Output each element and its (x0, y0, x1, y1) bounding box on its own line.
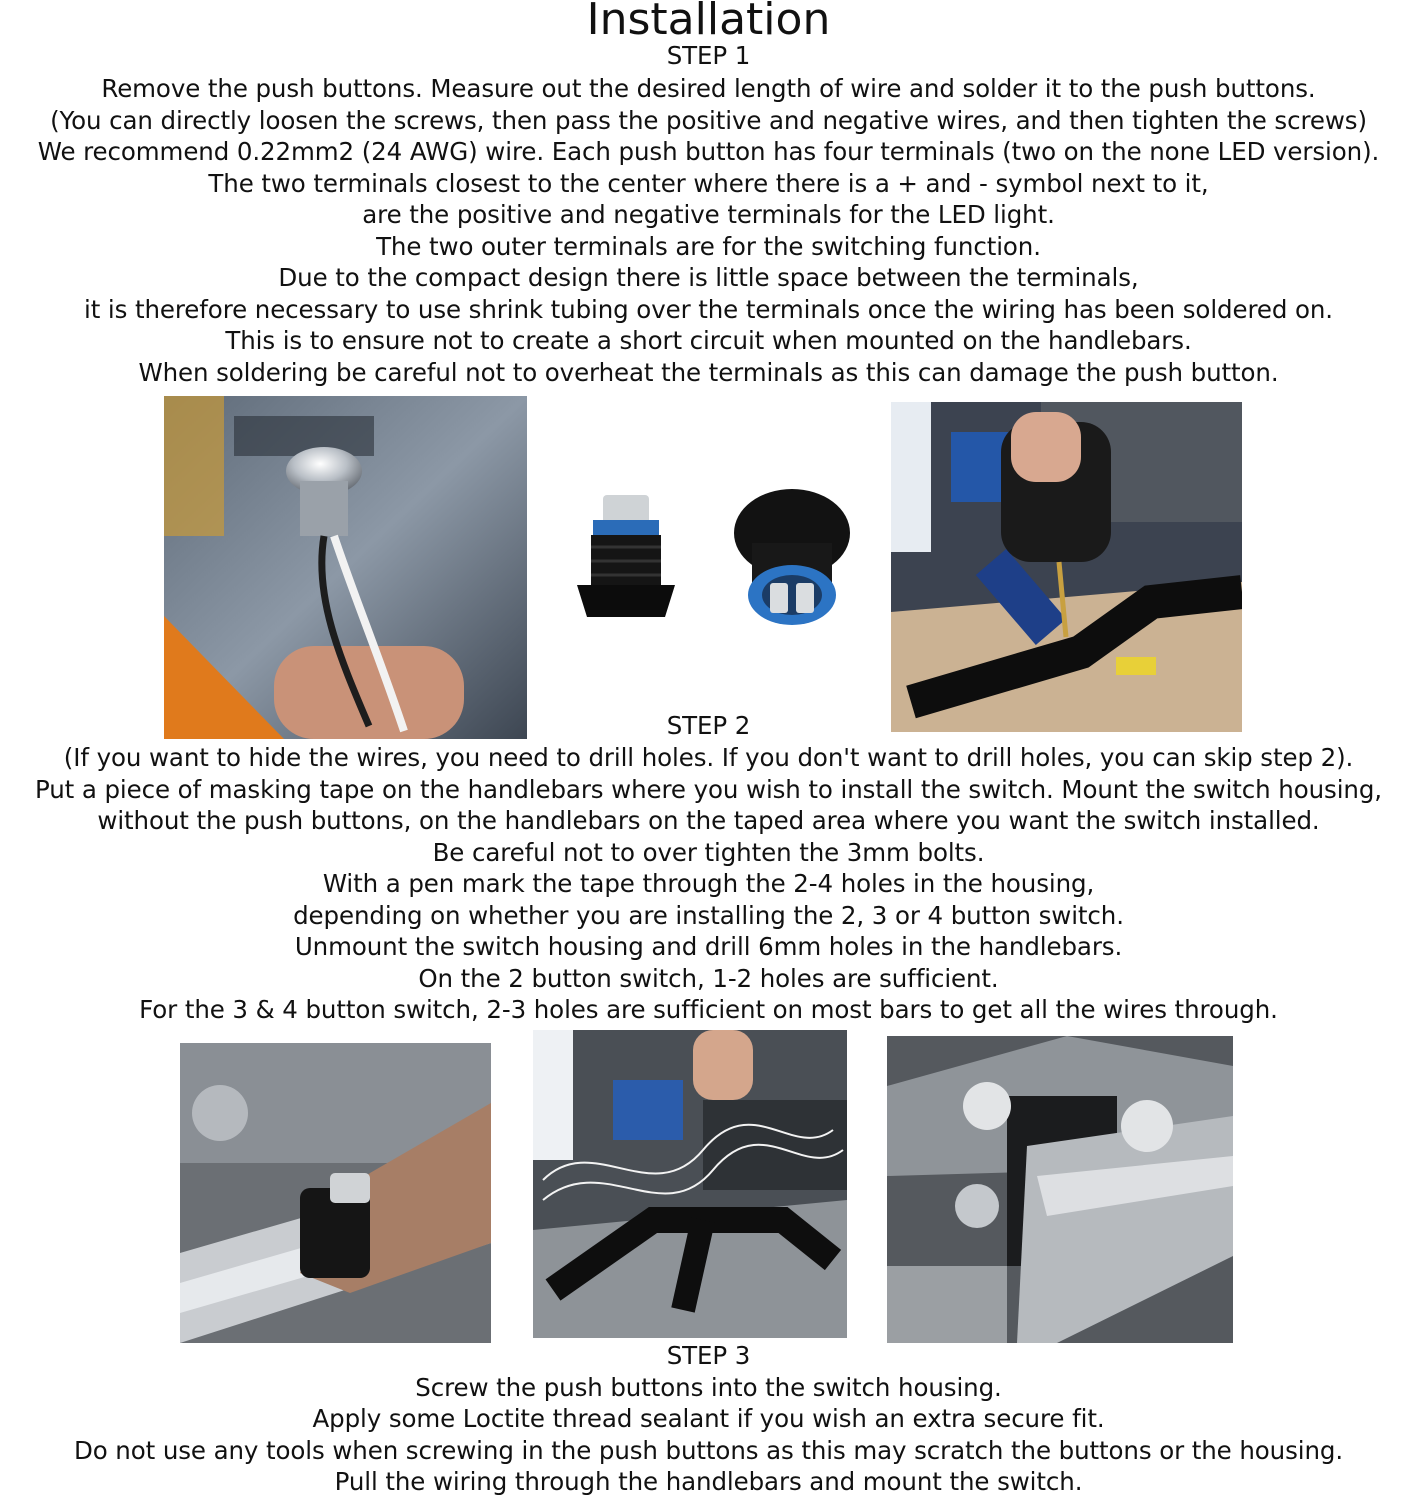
step2-line: Unmount the switch housing and drill 6mm holes in the handlebars. (294, 932, 1123, 961)
step3-line: Pull the wiring through the handlebars and mount the switch. (334, 1467, 1083, 1496)
step2-line: On the 2 button switch, 1-2 holes are sufficient. (418, 964, 999, 993)
photo-mounted-switch (887, 1036, 1233, 1343)
step2-line: depending on whether you are installing the 2, 3 or 4 button switch. (293, 901, 1124, 930)
photo-drilling-handlebar (891, 402, 1242, 732)
photo-screwing-button (180, 1043, 491, 1343)
step3-heading: STEP 3 (666, 1341, 751, 1370)
page-title: Installation (586, 0, 831, 45)
step1-line: it is therefore necessary to use shrink tubing over the terminals once the wiring has been soldered on. (84, 295, 1333, 324)
step2-line: without the push buttons, on the handlebars on the taped area where you want the switch installed. (97, 806, 1320, 835)
step1-line: are the positive and negative terminals for the LED light. (362, 200, 1055, 229)
step2-line: (If you want to hide the wires, you need to drill holes. If you don't want to drill holes, you can skip step 2). (63, 743, 1354, 772)
photo-push-button-side (541, 455, 714, 635)
step3-line: Screw the push buttons into the switch housing. (415, 1373, 1002, 1402)
photo-push-button-back (722, 483, 860, 635)
step1-line: Due to the compact design there is little space between the terminals, (278, 263, 1139, 292)
step1-line: The two outer terminals are for the switching function. (376, 232, 1041, 261)
step1-line: When soldering be careful not to overheat the terminals as this can damage the push button. (138, 358, 1279, 387)
step1-heading: STEP 1 (666, 41, 751, 70)
step2-line: Be careful not to over tighten the 3mm bolts. (432, 838, 985, 867)
step2-heading: STEP 2 (666, 711, 751, 740)
photo-button-with-wires (164, 396, 527, 739)
step2-line: For the 3 & 4 button switch, 2-3 holes are sufficient on most bars to get all the wires through. (139, 995, 1278, 1024)
step1-line: (You can directly loosen the screws, then pass the positive and negative wires, and then tighten the screws) (50, 106, 1367, 135)
step3-line: Apply some Loctite thread sealant if you wish an extra secure fit. (312, 1404, 1105, 1433)
step1-line: This is to ensure not to create a short circuit when mounted on the handlebars. (225, 326, 1192, 355)
step1-line: Remove the push buttons. Measure out the desired length of wire and solder it to the push buttons. (101, 74, 1316, 103)
step1-line: We recommend 0.22mm2 (24 AWG) wire. Each push button has four terminals (two on the none LED version). (37, 137, 1380, 166)
step3-line: Do not use any tools when screwing in the push buttons as this may scratch the buttons or the housing. (73, 1436, 1344, 1465)
step1-line: The two terminals closest to the center where there is a + and - symbol next to it, (208, 169, 1209, 198)
photo-pulling-wires (533, 1030, 847, 1338)
step2-line: With a pen mark the tape through the 2-4 holes in the housing, (322, 869, 1095, 898)
step2-line: Put a piece of masking tape on the handlebars where you wish to install the switch. Mount the switch housing, (35, 775, 1382, 804)
